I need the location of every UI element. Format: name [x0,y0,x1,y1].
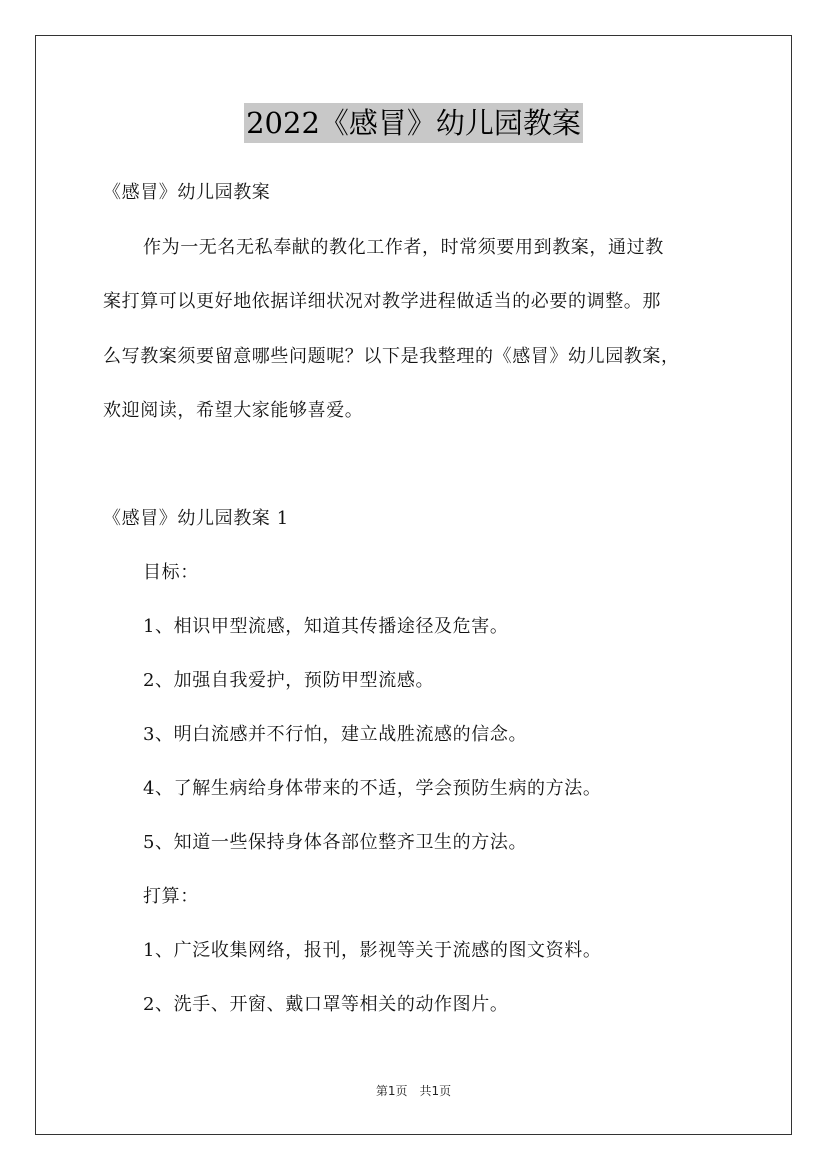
section-heading: 《感冒》幼儿园教案 1 [103,508,289,529]
goals-label: 目标： [143,562,199,583]
goal-item-3: 3、明白流感并不行怕，建立战胜流感的信念。 [143,724,528,745]
intro-line-1: 作为一无名无私奉献的教化工作者，时常须要用到教案，通过教 [143,237,664,258]
intro-line-2: 案打算可以更好地依据详细状况对教学进程做适当的必要的调整。那 [103,291,661,312]
intro-line-3: 么写教案须要留意哪些问题呢？以下是我整理的《感冒》幼儿园教案， [103,346,680,367]
plan-label: 打算： [143,886,199,907]
document-title: 2022《感冒》幼儿园教案 [244,103,583,143]
goal-item-1: 1、相识甲型流感，知道其传播途径及危害。 [143,616,509,637]
title-container [0,103,827,143]
plan-item-1: 1、广泛收集网络，报刊，影视等关于流感的图文资料。 [143,940,602,961]
goal-item-2: 2、加强自我爱护，预防甲型流感。 [143,670,435,691]
plan-item-2: 2、洗手、开窗、戴口罩等相关的动作图片。 [143,994,509,1015]
goal-item-4: 4、了解生病给身体带来的不适，学会预防生病的方法。 [143,778,602,799]
goal-item-5: 5、知道一些保持身体各部位整齐卫生的方法。 [143,832,528,853]
subtitle: 《感冒》幼儿园教案 [103,182,271,203]
page-number-footer: 第1页 共1页 [375,1084,452,1098]
intro-line-4: 欢迎阅读，希望大家能够喜爱。 [103,400,364,421]
